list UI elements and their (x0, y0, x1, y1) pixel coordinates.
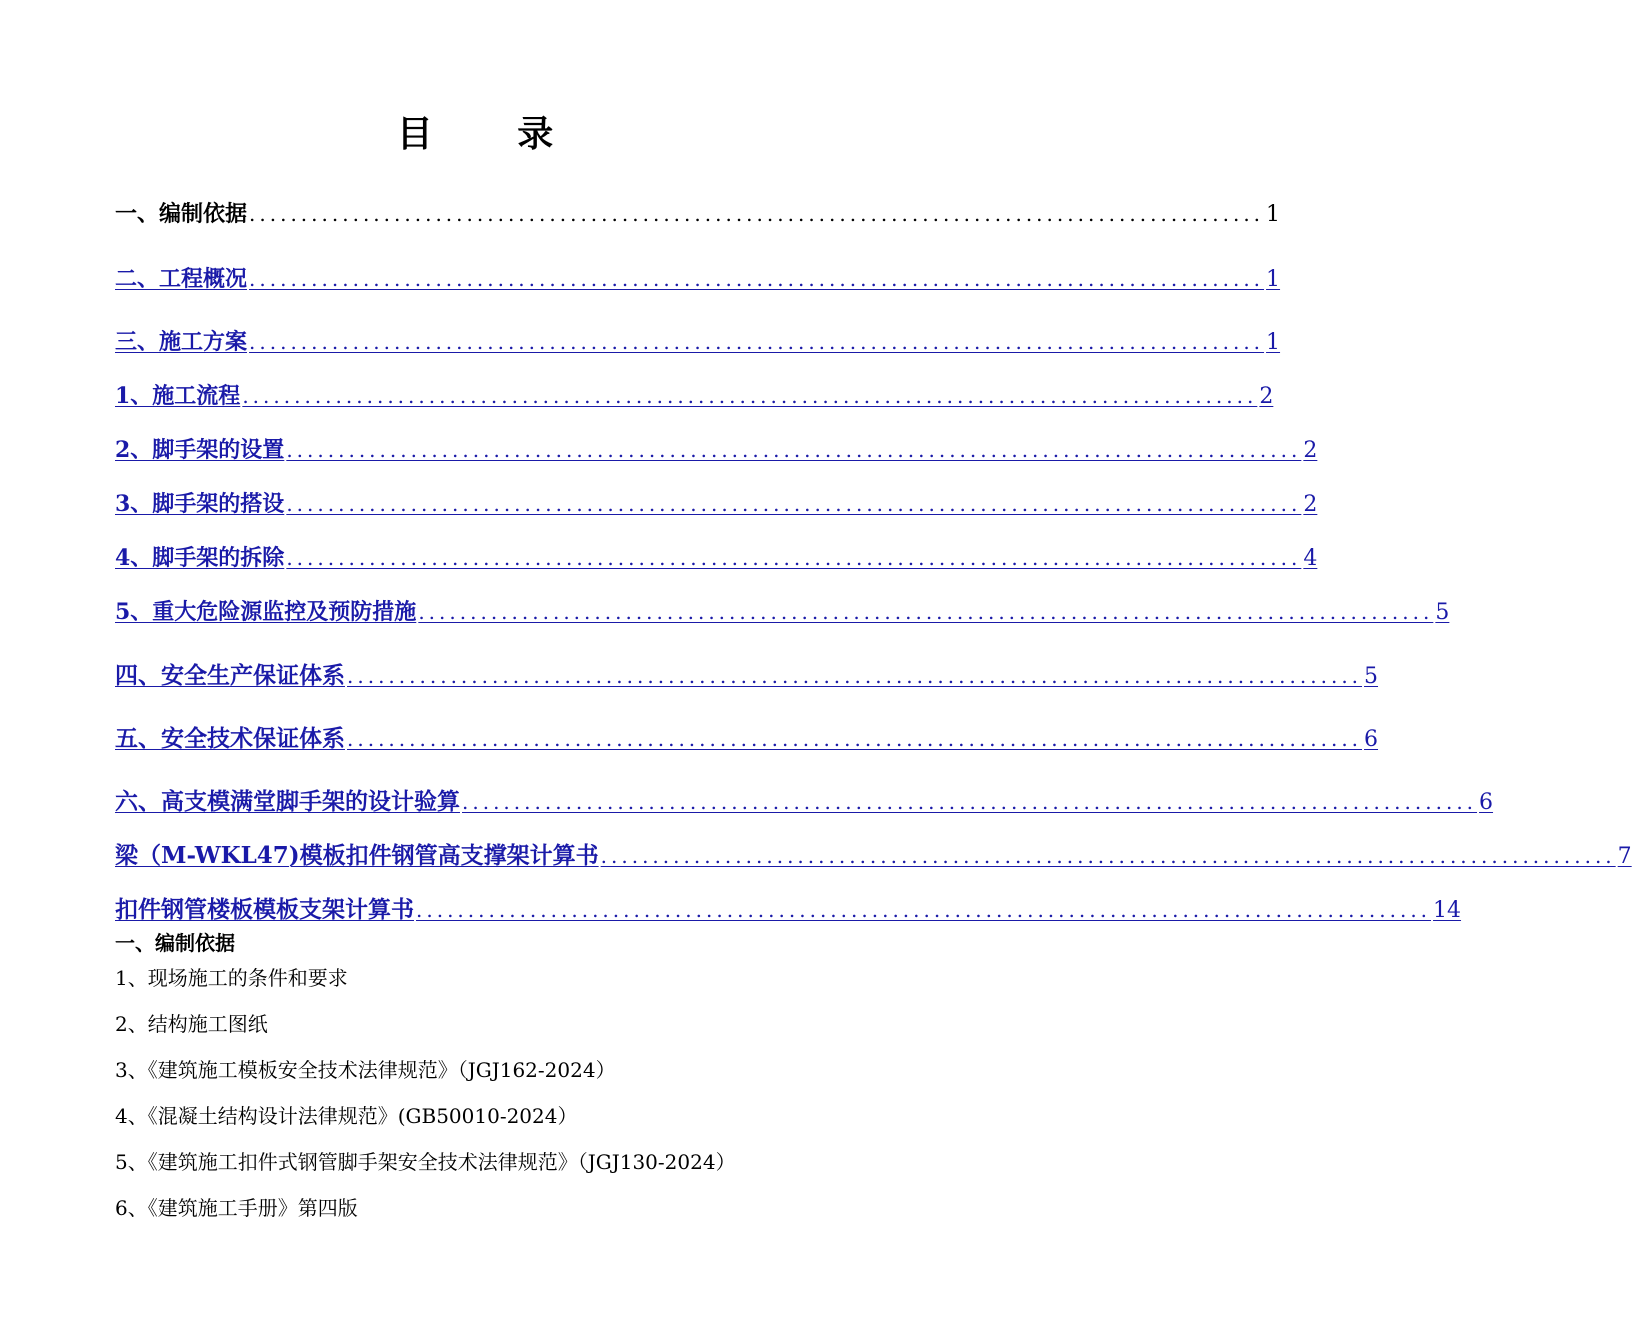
toc-entry-link[interactable] (115, 841, 1632, 872)
toc-entry-link[interactable] (115, 327, 1281, 358)
section-heading: 一、编制依据 (115, 931, 235, 955)
toc-entry-link[interactable] (115, 489, 1318, 520)
toc-entry-text: 4、脚手架的拆除 (115, 545, 285, 571)
toc-entry-text: 一、编制依据 (115, 201, 248, 227)
toc-page-number: 6 (1364, 727, 1379, 752)
toc-entry-link[interactable] (115, 787, 1494, 818)
toc-page-number: 2 (1303, 438, 1318, 463)
toc-page-number: 6 (1479, 790, 1494, 815)
toc-leader-dots: .................................................................................................. (600, 844, 1616, 868)
toc-entry-link[interactable] (115, 381, 1274, 412)
toc-leader-dots: .................................................................................................. (416, 898, 1432, 922)
toc-page-number: 1 (1266, 330, 1281, 355)
toc-leader-dots: .................................................................................................. (347, 664, 1363, 688)
toc-entry-text: 5、重大危险源监控及预防措施 (115, 599, 417, 625)
body-paragraph: 6、《建筑施工手册》第四版 (115, 1196, 358, 1220)
toc-entry-link[interactable] (115, 597, 1450, 628)
toc-leader-dots: .................................................................................................. (418, 600, 1434, 624)
toc-page-number: 1 (1266, 267, 1281, 292)
body-paragraph: 4、《混凝土结构设计法律规范》(GB50010-2024） (115, 1104, 578, 1128)
toc-entry-link[interactable] (115, 661, 1379, 692)
toc-page-number: 1 (1266, 202, 1281, 227)
body-paragraph: 3、《建筑施工模板安全技术法律规范》（JGJ162-2024） (115, 1058, 616, 1082)
toc-entry-link[interactable] (115, 543, 1318, 574)
toc-page-number: 2 (1303, 492, 1318, 517)
toc-entry-text: 1、施工流程 (115, 383, 241, 409)
toc-entry-text: 四、安全生产保证体系 (115, 662, 345, 689)
toc-leader-dots: .................................................................................................. (286, 438, 1302, 462)
toc-leader-dots: .................................................................................................. (286, 546, 1302, 570)
toc-leader-dots: .................................................................................................. (347, 727, 1363, 751)
toc-entry-text: 扣件钢管楼板模板支架计算书 (115, 896, 414, 923)
toc-entry-link[interactable] (115, 895, 1462, 926)
toc-entry-link[interactable] (115, 264, 1281, 295)
toc-leader-dots: .................................................................................................. (286, 492, 1302, 516)
toc-entry-text: 二、工程概况 (115, 266, 248, 292)
page-title: 目 录 (396, 113, 590, 155)
body-paragraph: 2、结构施工图纸 (115, 1012, 268, 1036)
toc-leader-dots: .................................................................................................. (462, 790, 1478, 814)
body-paragraph: 5、《建筑施工扣件式钢管脚手架安全技术法律规范》（JGJ130-2024） (115, 1150, 736, 1174)
toc-leader-dots: .................................................................................................. (242, 384, 1258, 408)
toc-page-number: 5 (1364, 664, 1379, 689)
toc-page-number: 2 (1259, 384, 1274, 409)
body-paragraph: 1、现场施工的条件和要求 (115, 966, 348, 990)
toc-entry-text: 五、安全技术保证体系 (115, 725, 345, 752)
toc-entry-text: 3、脚手架的搭设 (115, 491, 285, 517)
toc-page-number: 5 (1435, 600, 1450, 625)
toc-leader-dots: .................................................................................................. (249, 202, 1265, 226)
toc-entry-text: 梁（M-WKL47)模板扣件钢管高支撑架计算书 (115, 842, 599, 869)
toc-leader-dots: .................................................................................................. (249, 330, 1265, 354)
toc-entry-text: 2、脚手架的设置 (115, 437, 285, 463)
toc-entry-text: 三、施工方案 (115, 329, 248, 355)
toc-page-number: 7 (1617, 844, 1632, 869)
toc-page-number: 4 (1303, 546, 1318, 571)
toc-entry-link[interactable] (115, 724, 1379, 755)
toc-entry-link[interactable] (115, 435, 1318, 466)
toc-entry-text: 六、高支模满堂脚手架的设计验算 (115, 788, 460, 815)
toc-page-number: 14 (1433, 898, 1462, 923)
toc-leader-dots: .................................................................................................. (249, 267, 1265, 291)
toc-entry[interactable] (115, 199, 1281, 230)
